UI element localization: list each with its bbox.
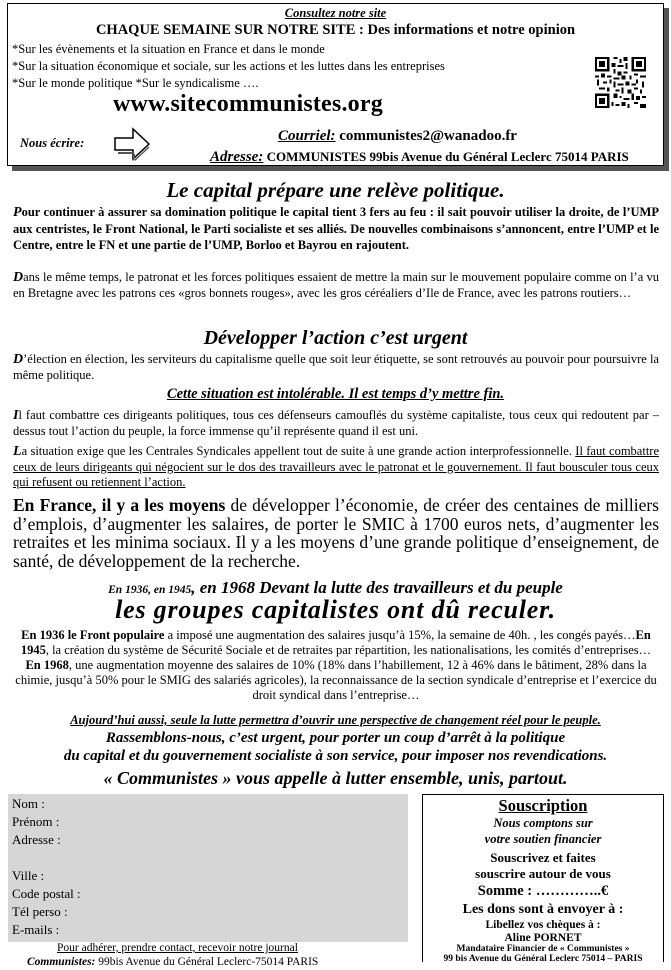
- souscription-address: 99 bis Avenue du Général Leclerc 75014 – PARIS: [423, 954, 663, 964]
- address-line: [210, 149, 629, 166]
- paragraph-text: l faut combattre ces dirigeants politiques, tous ces défenseurs camouflés du système capitaliste, tous ceux qui redoutent par – dessus tout l’action du peuple, la force immense qu’il représente quand il est uni.: [13, 408, 659, 438]
- field-code-postal[interactable]: Code postal :: [12, 886, 81, 901]
- souscription-line: Les dons sont à envoyer à :: [462, 902, 624, 917]
- field-adresse[interactable]: Adresse :: [12, 832, 61, 847]
- emphasis: En 1968: [25, 658, 69, 672]
- call-to-action: « Communistes » vous appelle à lutter ensemble, unis, partout.: [103, 768, 568, 788]
- year-1936: En 1936: [108, 584, 149, 596]
- souscription-line: votre soutien financier: [484, 832, 602, 846]
- rassemblons-text: [0, 729, 671, 765]
- paragraph-text: , la création du système de Sécurité Sociale et de retraites par répartition, les nationalisations, les comités d’entreprises…: [45, 643, 652, 657]
- heading-history: En 1936, en 1945, en 1968 Devant la lutte des travailleurs et du peuple: [108, 578, 563, 597]
- field-ville[interactable]: Ville :: [12, 868, 45, 883]
- paragraph-text: de développer l’économie, de créer des centaines de milliers d’emplois, d’augmenter les salaires, de porter le SMIC à 1700 euros nets, d’augmenter les retraites et les minima sociaux. Il y a les moyens d’une grande politique d’enseignement, de santé, de développement de la recherche.: [13, 495, 659, 571]
- paragraph-text: our continuer à assurer sa domination politique le capital tient 3 fers au feu : il sait pouvoir utiliser la droite, de l’UMP aux centristes, le Front National, le Parti socialiste et ses alliés. De nouvelles combinaisons s’annoncent, entre l’UMP et le Centre, entre le FN et une partie de l’UMP, Borloo et Bayrou en rajoutent.: [13, 205, 659, 252]
- paragraph-centrales: [13, 444, 659, 491]
- dropcap: L: [13, 444, 22, 459]
- paragraph-text: , une augmentation moyenne des salaires de 10% (18% dans l’habillement, 12 à 46% dans le bâtiment, 28% dans la chimie, jusqu’à 50% pour le SMIG des salariés agricoles), la reconnaissance de la section syndicale d’entreprise et l’exercice du droit syndical dans l’entreprise…: [15, 658, 657, 702]
- bullet-politics: *Sur le monde politique *Sur le syndicalisme ….: [12, 76, 259, 90]
- paragraph-underlined: Il faut combattre ceux de leurs dirigeants qui négocient sur le dos des travailleurs avec le patronat et le gouvernement. Il faut bousculer tous ceux qui refusent ou retiennent l’action.: [13, 444, 660, 489]
- souscription-line: Nous comptons sur: [493, 816, 593, 830]
- rassemblons-line-1: Rassemblons-nous, c’est urgent, pour porter un coup d’arrêt à la politique: [105, 730, 566, 746]
- site-url-link[interactable]: www.sitecommunistes.org: [113, 91, 383, 117]
- dropcap: I: [13, 408, 19, 423]
- write-to-us-label: Nous écrire:: [20, 136, 85, 150]
- field-prenom[interactable]: Prénom :: [12, 814, 60, 829]
- paragraph-text: ans le même temps, le patronat et les forces politiques essaient de mettre la main sur le mouvement populaire comme on l’a vu en Bretagne avec les patrons ces «gros bonnets rouges», avec les gros céréaliers d’Ile de France, avec les patrons routiers…: [13, 270, 659, 300]
- field-emails[interactable]: E-mails :: [12, 922, 60, 937]
- consult-site-label: Consultez notre site: [284, 6, 387, 20]
- souscription-line: souscrire autour de vous: [475, 866, 611, 881]
- paragraph-text: 99bis Avenue du Général Leclerc-75014 PARIS: [98, 956, 319, 968]
- heading-groupes-text: les groupes capitalistes ont dû reculer: [115, 595, 549, 624]
- section-heading-action: Développer l’action c’est urgent: [203, 327, 468, 349]
- article-title: Le capital prépare une relève politique.: [166, 178, 505, 202]
- field-nom[interactable]: Nom :: [12, 796, 45, 811]
- souscription-title: Souscription: [498, 796, 588, 815]
- paragraph-patronat: [13, 270, 659, 301]
- dropcap: D: [13, 352, 24, 367]
- email-line: [278, 128, 517, 145]
- dropcap: D: [13, 270, 24, 285]
- souscription-name: Aline PORNET: [504, 932, 582, 944]
- paragraph-text: a imposé une augmentation des salaires jusqu’à 15%, la semaine de 40h. , les congés payés…: [167, 628, 636, 642]
- souscription-line: Souscrivez et faites: [490, 850, 596, 865]
- field-tel[interactable]: Tél perso :: [12, 904, 68, 919]
- paragraph-capital: [13, 204, 659, 253]
- form-footer-address: [27, 956, 318, 968]
- paragraph-combattre: [13, 408, 659, 439]
- email-link[interactable]: communistes2@wanadoo.fr: [339, 128, 517, 144]
- arrow-right-icon: [113, 127, 151, 161]
- emphasis: En 1936 le Front populaire: [21, 628, 165, 642]
- paragraph-history: [13, 628, 659, 703]
- emphasis: Communistes:: [27, 956, 96, 968]
- paragraph-moyens: [13, 496, 659, 570]
- site-info-box: [7, 3, 664, 166]
- address-label: Adresse:: [210, 149, 264, 165]
- dropcap: P: [13, 205, 22, 220]
- emphasis: En France, il y a les moyens: [13, 495, 226, 515]
- bullet-events: *Sur les évènements et la situation en France et dans le monde: [12, 42, 325, 56]
- subheading-intolerable: Cette situation est intolérable. Il est temps d’y mettre fin.: [166, 386, 505, 402]
- email-label: Courriel:: [278, 128, 336, 144]
- address-text: COMMUNISTES 99bis Avenue du Général Leclerc 75014 PARIS: [266, 149, 629, 164]
- year-1945: en 1945: [153, 584, 192, 596]
- qr-code-icon[interactable]: [595, 57, 646, 108]
- souscription-amount: Somme : …………..€: [477, 883, 609, 899]
- souscription-box: [422, 794, 664, 962]
- heading-history-text: en 1968 Devant la lutte des travailleurs et du peuple: [199, 578, 563, 597]
- paragraph-text: a situation exige que les Centrales Syndicales appellent tout de suite à une grande action interprofessionnelle.: [21, 444, 572, 458]
- bullet-economy: *Sur la situation économique et sociale, sur les actions et les luttes dans les entreprises: [12, 59, 445, 73]
- emphasis: En 1945: [20, 628, 651, 657]
- souscription-line: Mandataire Financier de « Communistes »: [456, 944, 630, 954]
- weekly-heading: CHAQUE SEMAINE SUR NOTRE SITE : Des informations et notre opinion: [95, 22, 576, 38]
- membership-form: [8, 794, 408, 942]
- rassemblons-line-2: du capital et du gouvernement socialiste à son service, pour imposer nos revendications.: [63, 748, 608, 764]
- paragraph-text: ’élection en élection, les serviteurs du capitalisme quelle que soit leur étiquette, se sont retrouvés au pouvoir pour poursuivre la même politique.: [13, 352, 659, 382]
- paragraph-election: [13, 352, 659, 383]
- souscription-line: Libellez vos chèques à :: [485, 919, 601, 931]
- heading-groupes: les groupes capitalistes ont dû reculer.: [115, 595, 556, 624]
- form-footer-adherer: Pour adhérer, prendre contact, recevoir notre journal: [57, 942, 298, 954]
- aujourdhui-line: Aujourd’hui aussi, seule la lutte permettra d’ouvrir une perspective de changement réel pour le peuple.: [70, 713, 601, 727]
